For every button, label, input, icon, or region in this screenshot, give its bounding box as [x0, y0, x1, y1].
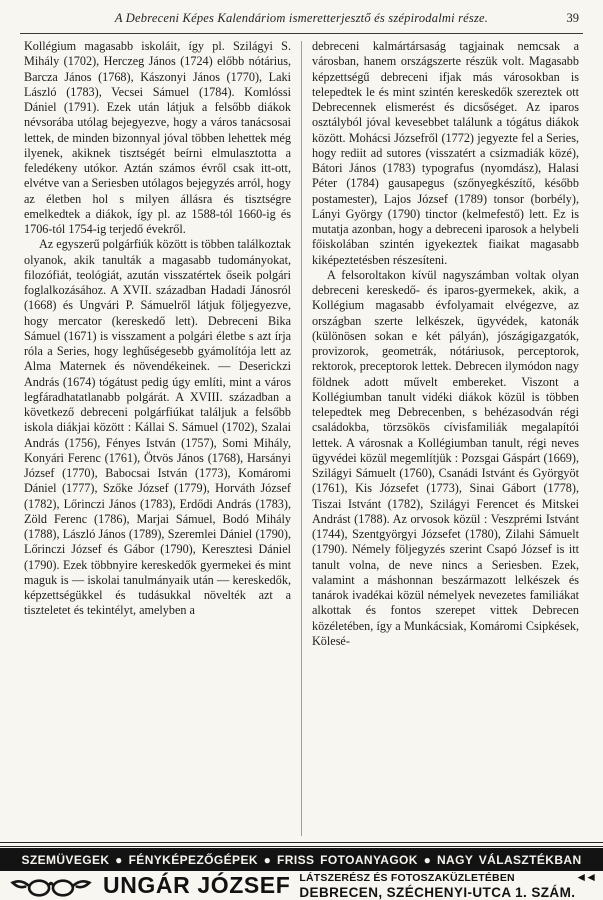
running-title: A Debreceni Képes Kalendáriom ismeretterjesztő és szépirodalmi része.: [114, 11, 489, 25]
page-number: 39: [566, 11, 579, 25]
ad-body: [0, 871, 603, 900]
right-column: [312, 39, 579, 840]
ad-top-rule: [0, 842, 603, 847]
paragraph-right-2: A felsoroltakon kívül nagyszámban voltak olyan debreceni kereskedő- és iparos-gyermekek, akik, a Kollégium magasabb évfolyamait elvégezve, az országban szerte lelkészek, ügyvédek, katonák (különösen sokan e két pályán), jószágigazgatók, provizorok, geometrák, nótáriusok, perceptorok, rektorok, preceptorok lettek. Debrecen ilymódon nagy földnek adott művelt embereket. Viszont a Kollégiumban tanult vidéki diákok közül is többen telepedtek meg Debrecenben, s behézasodván régi családokba, törzsökös cívisfamiliák megalapítói lettek. A városnak a Kollégiumban tanult, régi neves ügyvédei közül megemlítjük : Pozsgai Gáspárt (1669), Szilágyi Sámuelt (1760), Csanádi Istvánt és Györgyöt (1761), Kis Józsefet (1773), Sinai Gábort (1778), Tiszai Istvánt (1782), Szilágyi Ferencet és Mitskei Andrást (1788). Az orvosok közül : Veszprémi Istvánt (1744), Szentgyörgyi Józsefet (1780), Zilahi Sámuelt (1790). Némely följegyzés szerint Csapó József is itt tanult volna, de neve nincs a Seriesben. Ezek, valamint a máshonnan beszármazott lelkészek és tanárok ivadékai közül némelyek nevezetes familiákat alkottak és fontos szerepet vittek Debrecen közéletében, így a Munkácsiak, Komáromi Csipkések, Kölesé-: [312, 267, 579, 648]
text-columns: [0, 34, 603, 840]
ad-shop-description: LÁTSZERÉSZ ÉS FOTOSZAKÜZLETÉBEN: [299, 871, 515, 884]
paragraph-left-2: Az egyszerű polgárfiúk között is többen találkoztak olyanok, akik tanulták a magasabb tudományokat, filozófiát, teológiát, azután visszatértek őseik polgári foglalkozásához. A XVII. században Hadadi Jánosról (1668) és Ungvári P. Sámuelről látjuk följegyezve, hogy mercator (kereskedő lett). Debreceni Bika Sámuel (1671) is visszament a polgári életbe s azt írja róla a Series, hogy leghűségesebb gyámolítója lett az Alma Maternek és növendékeinek. — Deserickzi András (1674) tógátust pedig úgy említi, mint a város legfáradhatatlanabb polgárát. A XVIII. században a következő debreceni polgárfiúkat találjuk a felsőbb iskola diákjai között : Kállai S. Sámuel (1702), Szalai András (1756), Fényes István (1757), Somi Mihály, Konyári Ferenc (1761), Ötvös János (1768), Harsányi József (1770), Babocsai István (1773), Komáromi Dániel (1777), Szőke József (1779), Horváth József (1782), Lőrinczi János (1783), Erdődi András (1783), Zöld Ferenc (1786), Marjai Sámuel, Bodó Mihály (1788), László János (1789), Szeremlei Dániel (1790), Lőrinczi József és Gábor (1790), Keresztesi Dániel (1790). Ezek többnyire kereskedők gyermekei és mint maguk is — iskolai tanulmányaik után — kereskedők, képzettségükkel és tudásukkal növelték azt a tiszteletet és tekintélyt, amelyben a: [24, 237, 291, 618]
advertisement: [0, 848, 603, 900]
page-header: [0, 0, 603, 34]
advertiser-name: UNGÁR JÓZSEF: [103, 872, 291, 898]
column-divider: [301, 41, 302, 836]
eyeglasses-icon: [8, 874, 94, 898]
ad-details: [299, 871, 595, 900]
left-arrows-icon: ◄◄: [575, 869, 595, 884]
ad-banner-text: SZEMÜVEGEK ● FÉNYKÉPEZŐGÉPEK ● FRISS FOTOANYAGOK ● NAGY VÁLASZTÉKBAN: [0, 848, 603, 871]
left-column: [24, 39, 291, 840]
ad-detail-line-1: [299, 871, 595, 885]
header-rule: [20, 33, 583, 34]
ad-address: DEBRECEN, SZÉCHENYI-UTCA 1. SZÁM.: [299, 884, 576, 900]
paragraph-left-1: Kollégium magasabb iskoláit, így pl. Szilágyi S. Mihály (1702), Herczeg János (1724) előbb nótárius, Barcza János (1768), Kászonyi János (1770), Laki László (1783), Vecsei Sámuel (1784). Komlóssi Dániel (1791). Ezek után látjuk a felsőbb diákok névsorába utólag bejegyezve, hogy a város tanácsosai lettek, de minden bizonnyal jóval többen lehettek még ilyenek, akiknek tisztségét beírni elmulasztotta a feledékeny utókor. Aztán számos évről csak itt-ott, elvétve van a Seriesben utólagos bejegyzés arról, hogy az életben hol s milyen állásra és tisztségre emelkedtek a diákok, így pl. az 1588-tól 1660-ig és 1706-tól 1754-ig terjedő évekről.: [24, 39, 291, 236]
paragraph-right-1: debreceni kalmártársaság tagjainak nemcsak a városban, hanem országszerte részük volt. Magasabb képzettségű debreceni ifjak más városokban is telepedtek le és mint szintén kereskedők szereztek ott Debrecennek elismerést és dicsőséget. Az iparos osztályból jóval kevesebbet találunk a tógátus diákok között. Mohácsi Józsefről (1772) jegyezte fel a Series, hogy rediit ad sutores (visszatért a csizmadiák közé), Bátori János (1783) typografus (nyomdász), Halasi Péter (1784) gausapegus (szőnyegkészítő, később postamester), Lajos József (1789) tonsor (borbély), Lányi György (1790) tinctor (kelmefestő) lett. Ez is mutatja azonban, hogy a debreceni iparosok a helybeli főiskolában szintén igyekeztek fiaikat magasabb kiképeztetésben részesíteni.: [312, 39, 579, 267]
